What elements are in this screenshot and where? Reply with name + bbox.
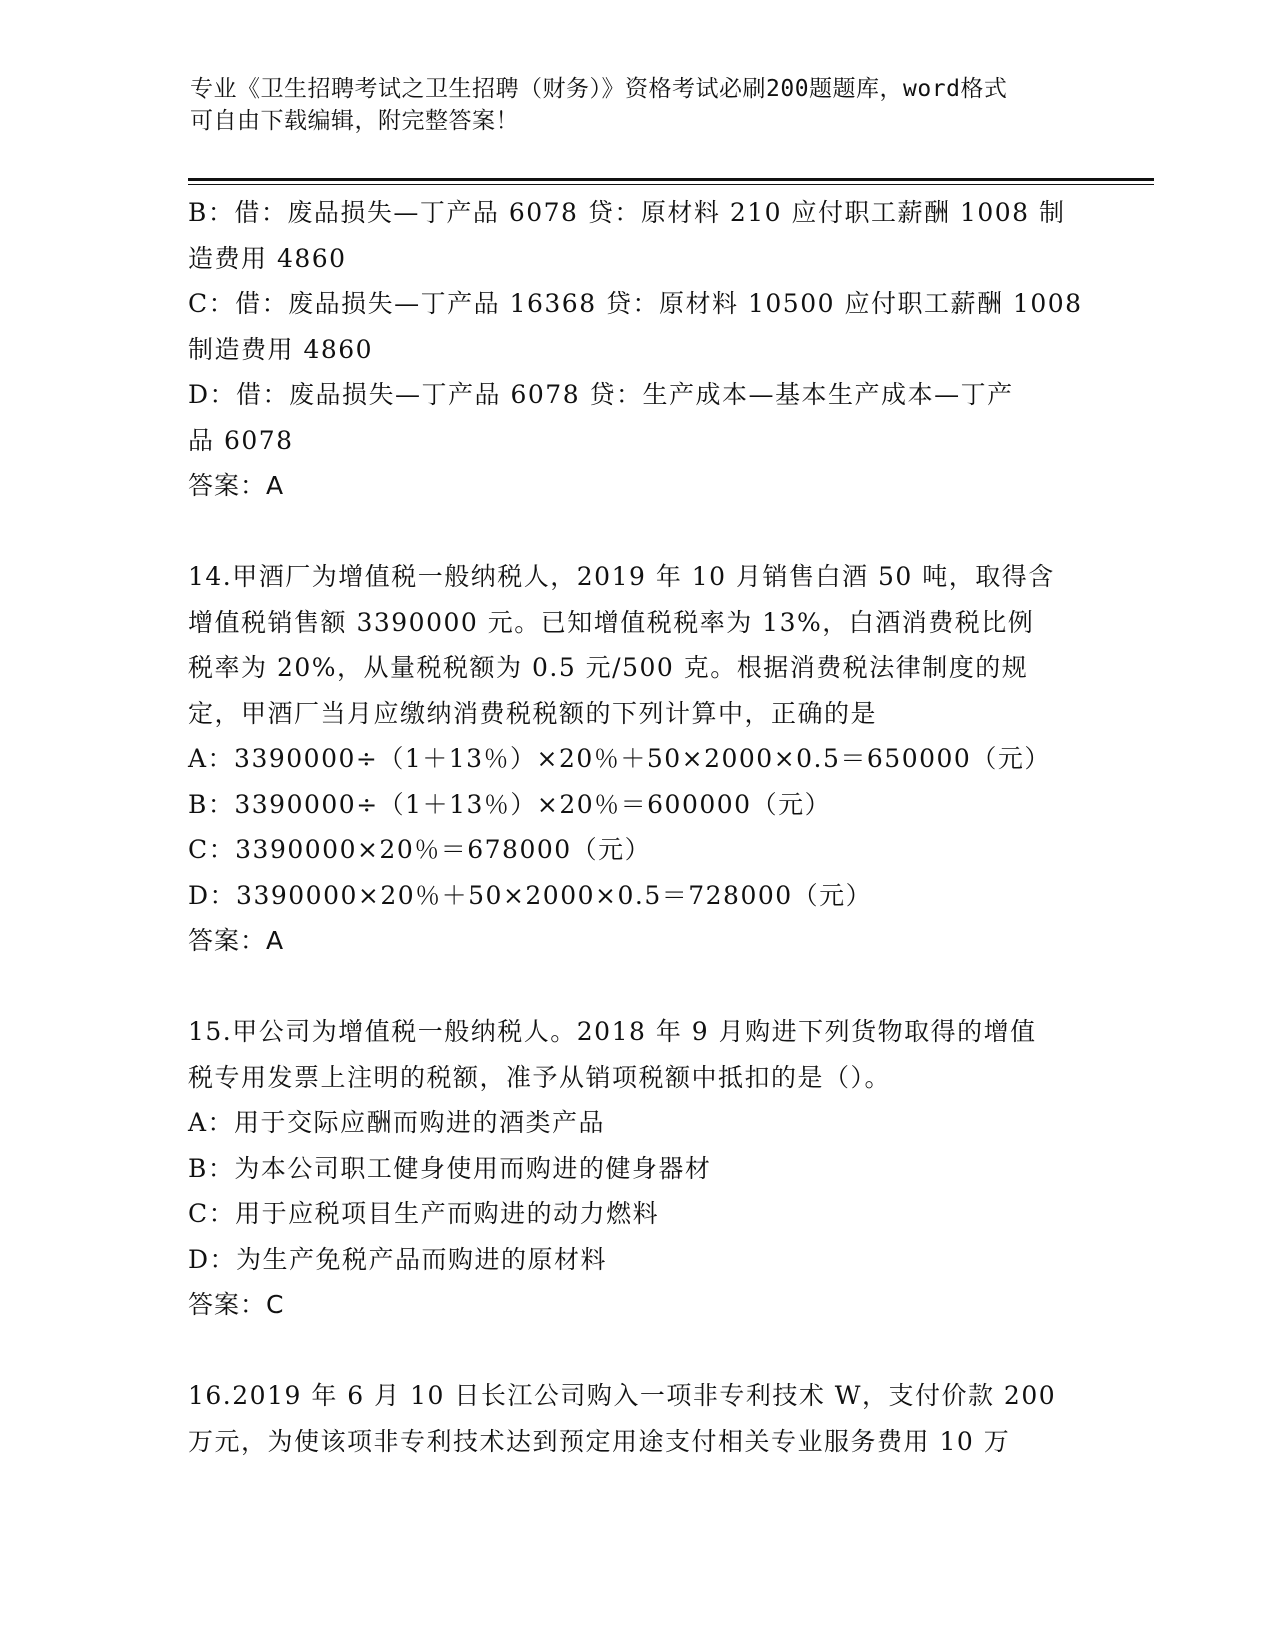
option-d: D：为生产免税产品而购进的原材料 — [188, 1244, 608, 1274]
header-rule-thin — [188, 184, 1154, 185]
option-c: C：用于应税项目生产而购进的动力燃料 — [188, 1199, 660, 1228]
option-b: B：3390000÷（1＋13％）×20％＝600000（元） — [188, 789, 832, 819]
question-stem-line-3: 税率为 20%，从量税税额为 0.5 元/500 克。根据消费税法律制度的规 — [188, 653, 1029, 682]
question-stem-line-1: 16.2019 年 6 月 10 日长江公司购入一项非专利技术 W，支付价款 200 — [188, 1381, 1057, 1410]
question-15 — [188, 1009, 1088, 1328]
option-a: A：3390000÷（1＋13％）×20％＋50×2000×0.5＝650000（元） — [188, 744, 1051, 773]
question-stem-line-2: 万元，为使该项非专利技术达到预定用途支付相关专业服务费用 10 万 — [188, 1426, 1011, 1456]
option-c-line-1: C：借：废品损失—丁产品 16368 贷：原材料 10500 应付职工薪酬 1008 — [188, 289, 1083, 318]
question-stem-line-4: 定，甲酒厂当月应缴纳消费税税额的下列计算中，正确的是 — [188, 698, 878, 728]
header-title-line-2: 可自由下载编辑，附完整答案！ — [190, 108, 519, 134]
question-stem-line-2: 税专用发票上注明的税额，准予从销项税额中抵扣的是（）。 — [188, 1062, 892, 1092]
question-stem-line-1: 14.甲酒厂为增值税一般纳税人，2019 年 10 月销售白酒 50 吨，取得含 — [188, 562, 1055, 591]
option-a: A：用于交际应酬而购进的酒类产品 — [188, 1108, 606, 1137]
option-d-line-1: D：借：废品损失—丁产品 6078 贷：生产成本—基本生产成本—丁产 — [188, 380, 1014, 409]
header-title-line-1: 专业《卫生招聘考试之卫生招聘（财务）》资格考试必刷200题题库，word格式 — [190, 76, 1008, 102]
question-13-tail — [188, 190, 1088, 509]
answer-line: 答案：C — [188, 1290, 285, 1319]
option-d-line-2: 品 6078 — [188, 425, 294, 455]
option-b-line-1: B：借：废品损失—丁产品 6078 贷：原材料 210 应付职工薪酬 1008 制 — [188, 198, 1066, 227]
option-c-line-2: 制造费用 4860 — [188, 334, 374, 364]
option-c: C：3390000×20％＝678000（元） — [188, 835, 652, 864]
answer-line: 答案：A — [188, 471, 285, 500]
question-14 — [188, 554, 1088, 964]
question-stem-line-2: 增值税销售额 3390000 元。已知增值税税率为 13%，白酒消费税比例 — [188, 607, 1035, 637]
option-b-line-2: 造费用 4860 — [188, 243, 347, 273]
spacer — [188, 964, 1088, 1010]
question-stem-line-1: 15.甲公司为增值税一般纳税人。2018 年 9 月购进下列货物取得的增值 — [188, 1017, 1037, 1046]
spacer — [188, 509, 1088, 555]
option-b: B：为本公司职工健身使用而购进的健身器材 — [188, 1153, 712, 1183]
question-content — [188, 190, 1088, 1464]
answer-line: 答案：A — [188, 926, 285, 955]
document-header — [190, 73, 1090, 137]
spacer — [188, 1328, 1088, 1374]
question-16 — [188, 1373, 1088, 1464]
option-d: D：3390000×20％＋50×2000×0.5＝728000（元） — [188, 880, 873, 910]
header-rule-thick — [188, 178, 1154, 181]
